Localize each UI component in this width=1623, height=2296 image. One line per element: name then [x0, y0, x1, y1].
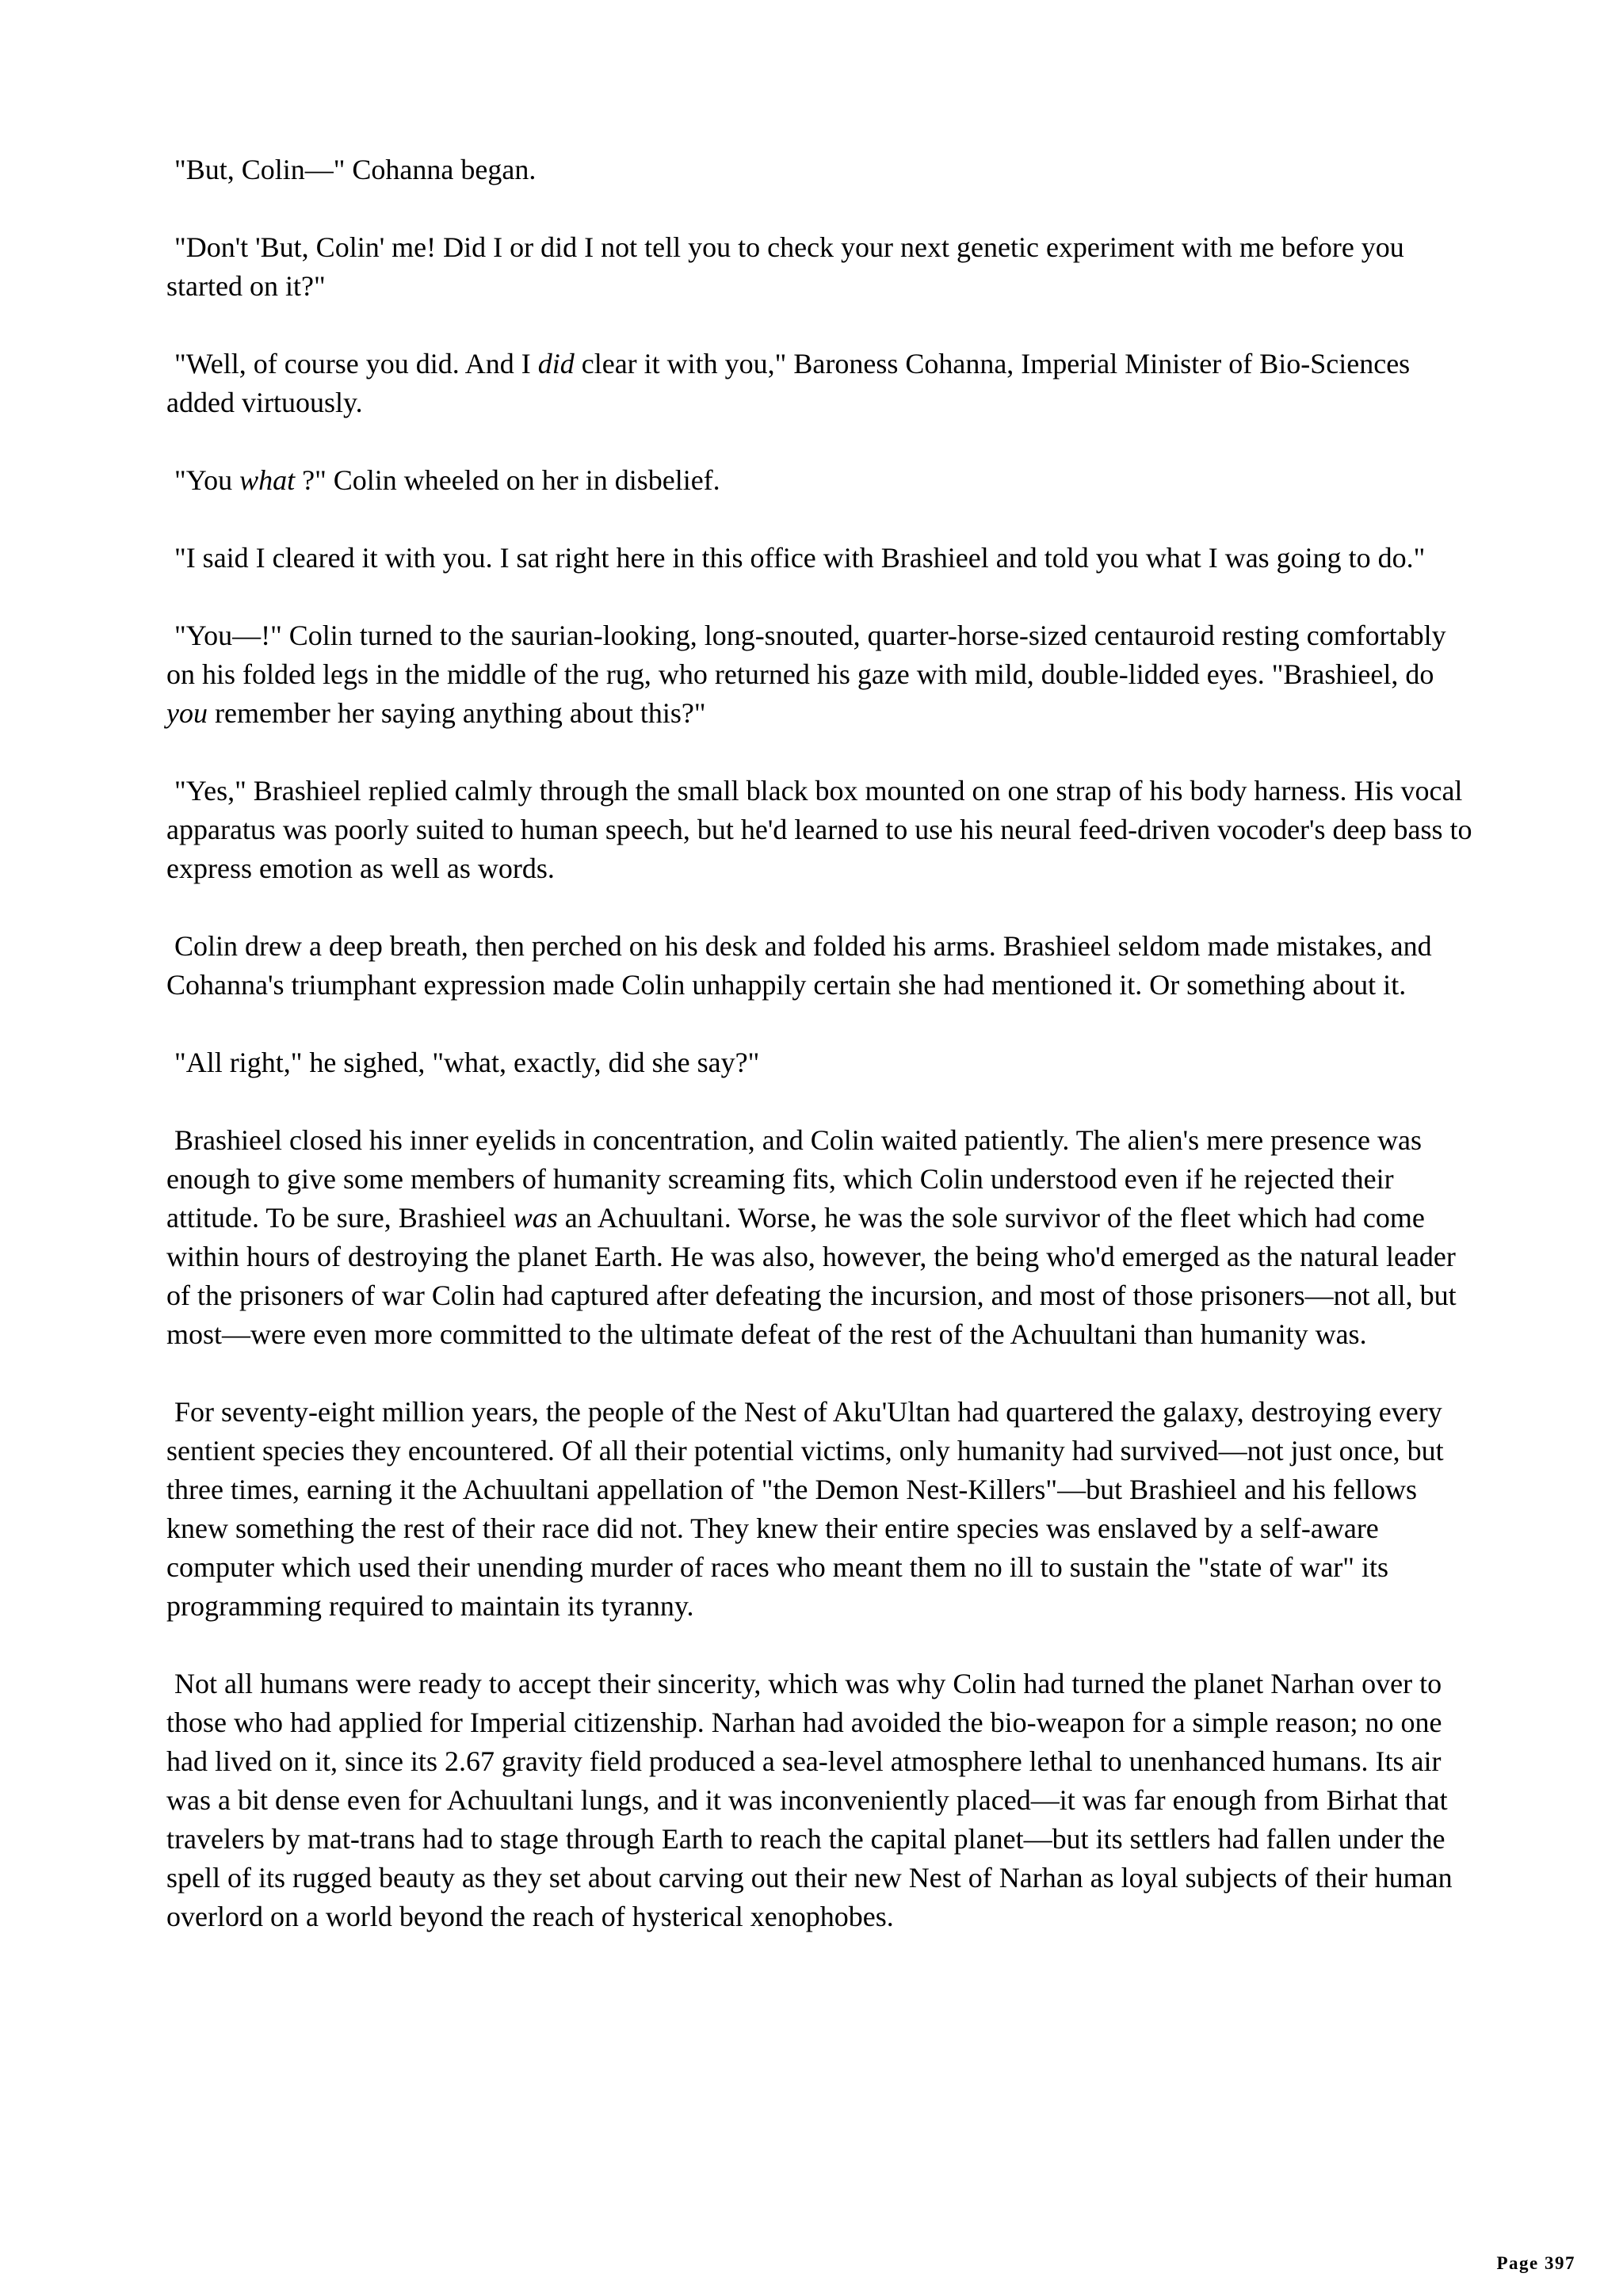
paragraph-text: Not all humans were ready to accept their sincerity, which was why Colin had turned the planet Narhan over to those who had applied for Imperial citizenship. Narhan had avoided the bio-weapon for a simple reason; no one had lived on it, since its 2.67 gravity field produced a sea-level atmosphere lethal to unenhanced humans. Its air was a bit dense even for Achuultani lungs, and it was inconveniently placed—it was far enough from Birhat that travelers by mat-trans had to stage through Earth to reach the capital planet—but its settlers had fallen under the spell of its rugged beauty as they set about carving out their new Nest of Narhan as loyal subjects of their human overlord on a world beyond the reach of hysterical xenophobes.	[166, 1668, 1453, 1932]
paragraph	[166, 228, 1474, 306]
emphasis-text: what	[239, 464, 296, 496]
paragraph	[166, 1043, 1474, 1082]
paragraph-text: "You	[174, 464, 240, 496]
paragraph-text: "Yes," Brashieel replied calmly through the small black box mounted on one strap of his body harness. His vocal apparatus was poorly suited to human speech, but he'd learned to use his neural feed-driven vocoder's deep bass to express emotion as well as words.	[166, 775, 1472, 884]
paragraph-text: "I said I cleared it with you. I sat right here in this office with Brashieel and told you what I was going to do."	[174, 542, 1426, 574]
paragraph-text: "All right," he sighed, "what, exactly, did she say?"	[174, 1047, 760, 1078]
emphasis-text: did	[537, 348, 575, 379]
paragraph	[166, 616, 1474, 733]
paragraph	[166, 1393, 1474, 1626]
paragraph-text: For seventy-eight million years, the people of the Nest of Aku'Ultan had quartered the galaxy, destroying every sentient species they encountered. Of all their potential victims, only humanity had survived—not just once, but three times, earning it the Achuultani appellation of "the Demon Nest-Killers"—but Brashieel and his fellows knew something the rest of their race did not. They knew their entire species was enslaved by a self-aware computer which used their unending murder of races who meant them no ill to sustain the "state of war" its programming required to maintain its tyranny.	[166, 1396, 1444, 1622]
paragraph-text: "Don't 'But, Colin' me! Did I or did I not tell you to check your next genetic experiment with me before you started on it?"	[166, 231, 1404, 302]
paragraph-text: "Well, of course you did. And I	[174, 348, 538, 379]
paragraph	[166, 151, 1474, 189]
paragraph-text: ?" Colin wheeled on her in disbelief.	[295, 464, 720, 496]
paragraph	[166, 345, 1474, 422]
paragraph-text: remember her saying anything about this?"	[207, 697, 706, 729]
page-body	[166, 151, 1474, 1936]
page-number: Page 397	[1496, 2253, 1575, 2273]
paragraph	[166, 772, 1474, 888]
emphasis-text: you	[166, 697, 208, 729]
paragraph	[166, 1665, 1474, 1936]
paragraph-text: "But, Colin—" Cohanna began.	[174, 154, 537, 185]
paragraph-text: an Achuultani. Worse, he was the sole survivor of the fleet which had come within hours of destroying the planet Earth. He was also, however, the being who'd emerged as the natural leader of the prisoners of war Colin had captured after defeating the incursion, and most of those prisoners—not all, but most—were even more committed to the ultimate defeat of the rest of the Achuultani than humanity was.	[166, 1202, 1457, 1350]
paragraph-text: clear it with you," Baroness Cohanna, Imperial Minister of Bio-Sciences added virtuously.	[166, 348, 1411, 418]
emphasis-text: was	[513, 1202, 558, 1234]
paragraph-text: Brashieel closed his inner eyelids in concentration, and Colin waited patiently. The alien's mere presence was enough to give some members of humanity screaming fits, which Colin understood even if he rejected their attitude. To be sure, Brashieel	[166, 1124, 1422, 1234]
paragraph	[166, 927, 1474, 1005]
paragraph	[166, 461, 1474, 500]
paragraph-text: Colin drew a deep breath, then perched on his desk and folded his arms. Brashieel seldom made mistakes, and Cohanna's triumphant expression made Colin unhappily certain she had mentioned it. Or something about it.	[166, 930, 1432, 1001]
paragraph	[166, 539, 1474, 578]
paragraph	[166, 1121, 1474, 1354]
paragraph-text: "You—!" Colin turned to the saurian-looking, long-snouted, quarter-horse-sized centauroid resting comfortably on his folded legs in the middle of the rug, who returned his gaze with mild, double-lidded eyes. "Brashieel, do	[166, 620, 1446, 690]
